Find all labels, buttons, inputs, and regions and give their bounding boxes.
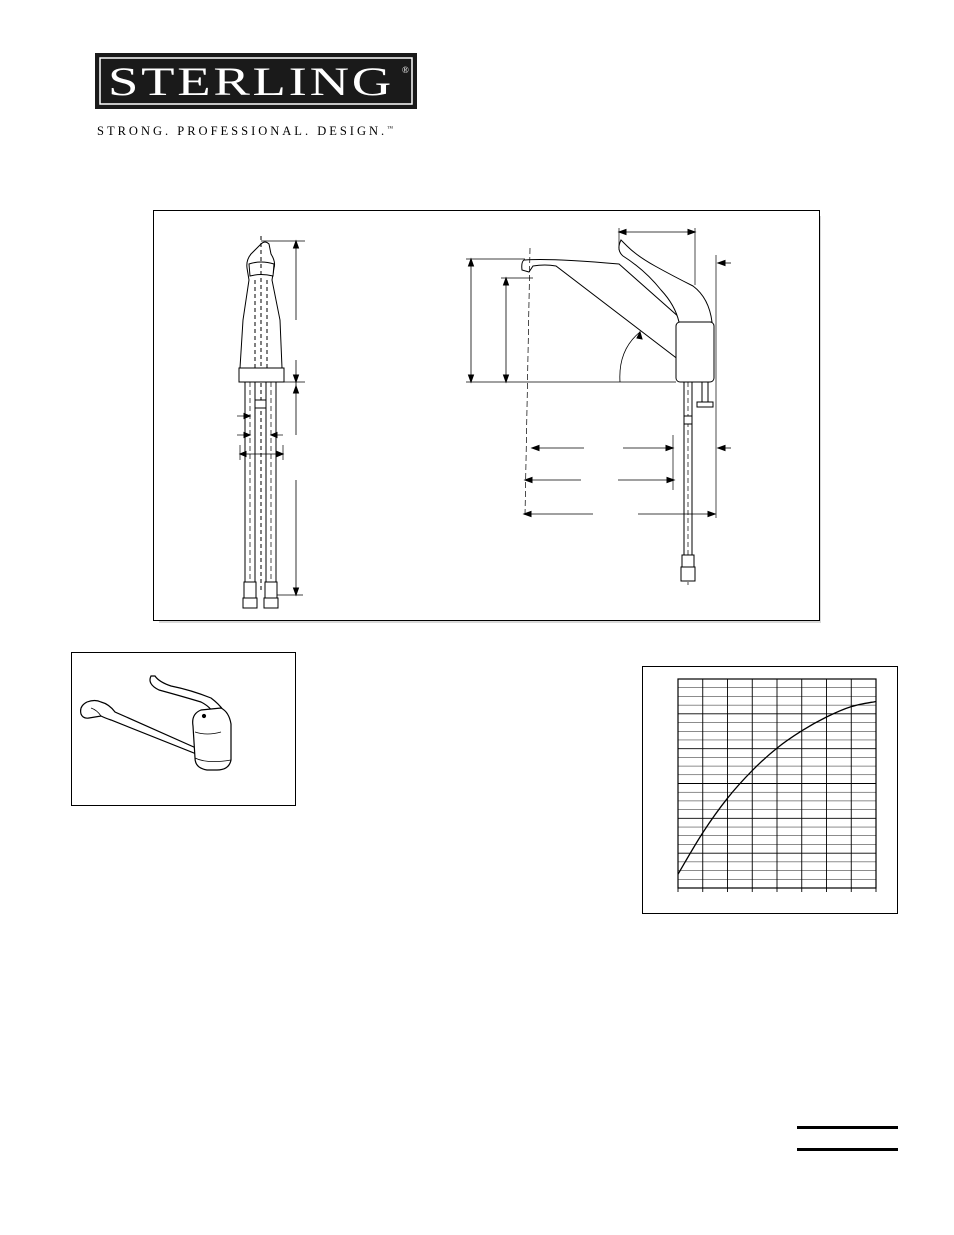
logo-text: STERLING [108,59,394,104]
trademark-mark: ™ [387,125,394,132]
dimension-drawing [153,210,821,623]
chart-frame [643,667,898,914]
sterling-logo [95,53,417,109]
registered-mark: ® [402,65,409,75]
tagline [97,124,393,139]
footer-rule-top [797,1126,898,1129]
flow-rate-chart [642,666,898,914]
product-illustration [71,652,296,806]
tagline-text: STRONG. PROFESSIONAL. DESIGN. [97,124,388,138]
footer-rule-bottom [797,1148,898,1151]
